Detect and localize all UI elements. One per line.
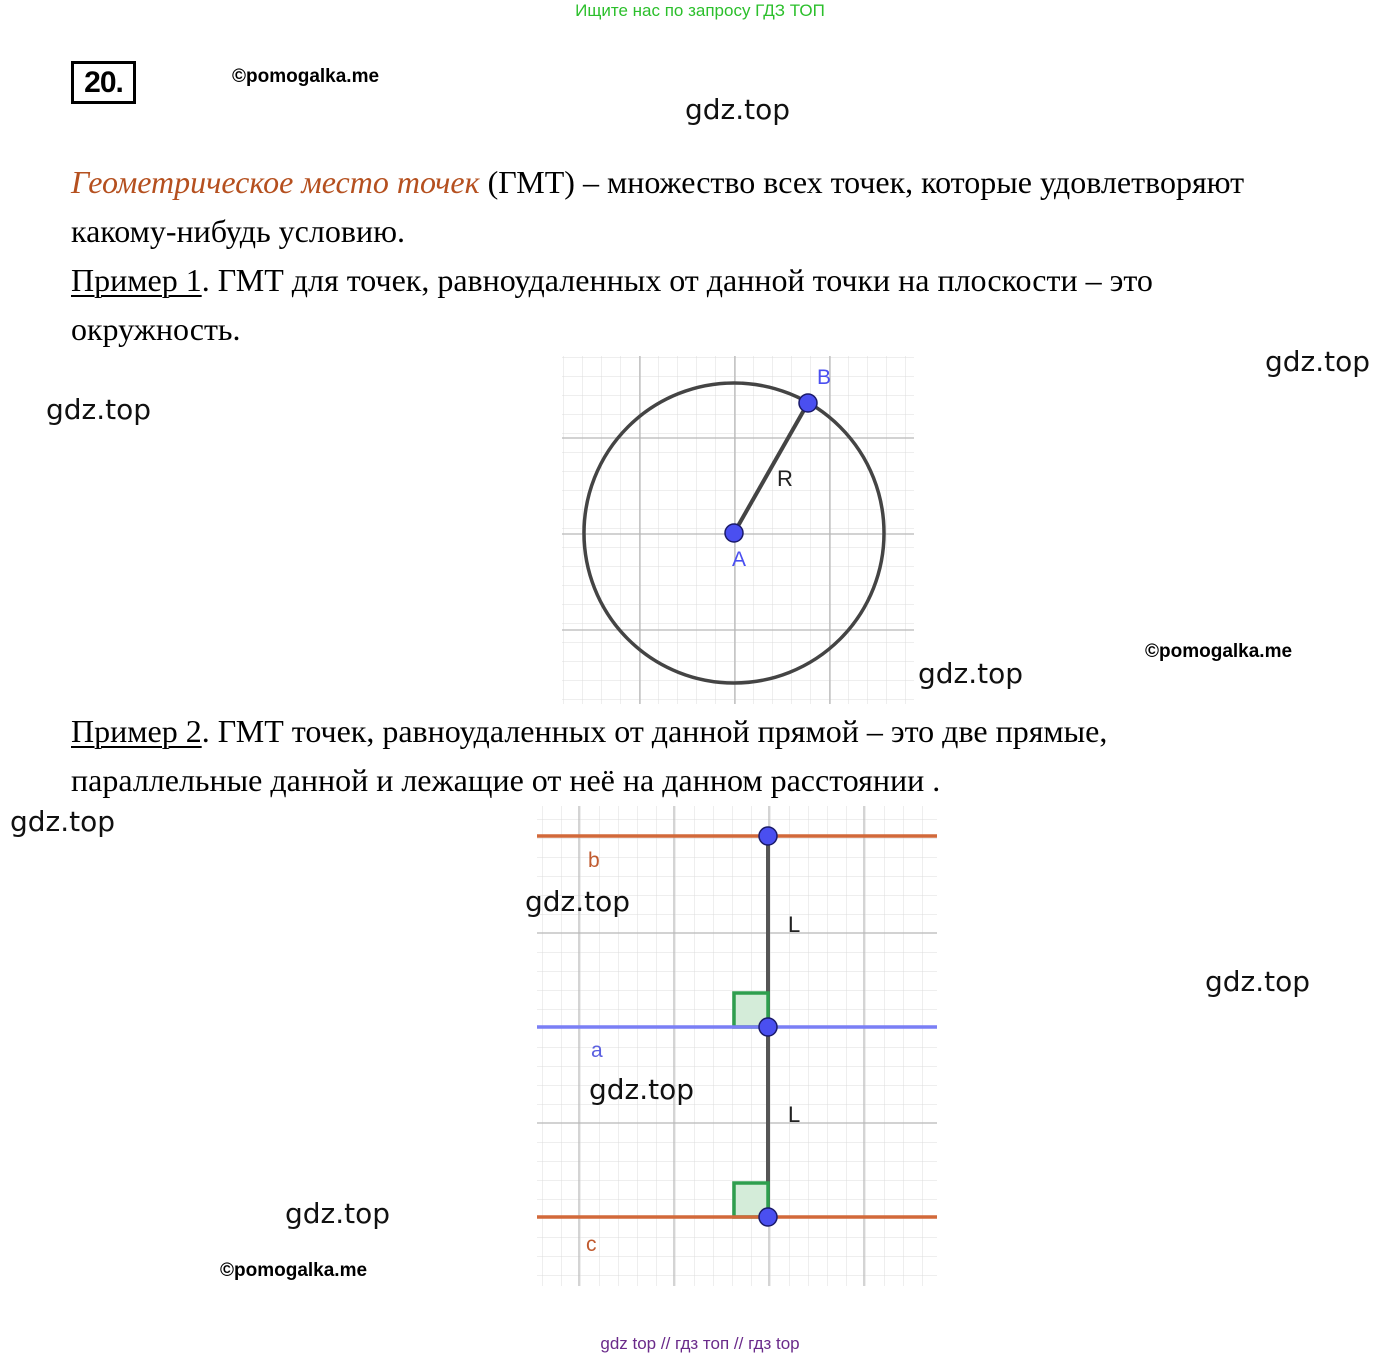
line-a-label: a — [591, 1039, 603, 1062]
footer-link-1[interactable]: gdz top — [600, 1334, 657, 1353]
watermark: gdz.top — [1205, 965, 1311, 998]
line-b-label: b — [588, 849, 600, 872]
example-1-line-1-rest: . ГМТ для точек, равноудаленных от данной точки на плоскости – это — [201, 262, 1153, 298]
example-1-line-1 — [71, 256, 1153, 305]
footer-links — [0, 1334, 1400, 1354]
point-a-label: A — [732, 548, 747, 571]
watermark: gdz.top — [46, 393, 152, 426]
example-1-label: Пример 1 — [71, 262, 202, 298]
watermark: gdz.top — [10, 805, 116, 838]
top-banner: Ищите нас по запросу ГДЗ ТОП — [575, 1, 825, 20]
distance-label-lower: L — [788, 1102, 801, 1127]
point-on-c — [759, 1208, 777, 1226]
watermark: gdz.top — [285, 1197, 391, 1230]
task-number: 20. — [71, 61, 136, 104]
point-on-b — [759, 827, 777, 845]
definition-term: Геометрическое место точек — [71, 164, 480, 200]
point-a — [725, 524, 743, 542]
footer-link-2[interactable]: гдз топ — [675, 1334, 730, 1353]
footer-link-3[interactable]: гдз top — [748, 1334, 800, 1353]
watermark: gdz.top — [918, 657, 1024, 690]
definition-line-1-rest: (ГМТ) – множество всех точек, которые удовлетворяют — [479, 164, 1245, 200]
copyright-watermark: ©pomogalka.me — [1145, 641, 1293, 662]
example-2-line-1-rest: . ГМТ точек, равноудаленных от данной прямой – это две прямые, — [201, 713, 1108, 749]
distance-label-upper: L — [788, 912, 801, 937]
point-on-a — [759, 1018, 777, 1036]
line-c-label: c — [586, 1233, 597, 1256]
circle-figure — [562, 356, 914, 704]
definition-line-1 — [71, 158, 1244, 207]
copyright-watermark: ©pomogalka.me — [232, 66, 380, 87]
copyright-watermark: ©pomogalka.me — [220, 1260, 368, 1281]
watermark: gdz.top — [1265, 345, 1371, 378]
footer-separator: // — [729, 1334, 749, 1353]
footer-separator: // — [656, 1334, 676, 1353]
example-1-line-2: окружность. — [71, 311, 241, 347]
point-b-label: B — [817, 366, 832, 389]
example-2-line-2: параллельные данной и лежащие от неё на данном расстоянии . — [71, 762, 941, 798]
point-b — [799, 394, 817, 412]
definition-line-2: какому-нибудь условию. — [71, 213, 405, 249]
watermark: gdz.top — [685, 93, 791, 126]
parallel-lines-figure — [537, 806, 937, 1286]
radius-label: R — [777, 466, 793, 491]
watermark: gdz.top — [525, 885, 631, 918]
watermark: gdz.top — [589, 1073, 695, 1106]
example-2-line-1 — [71, 707, 1107, 756]
example-2-label: Пример 2 — [71, 713, 202, 749]
